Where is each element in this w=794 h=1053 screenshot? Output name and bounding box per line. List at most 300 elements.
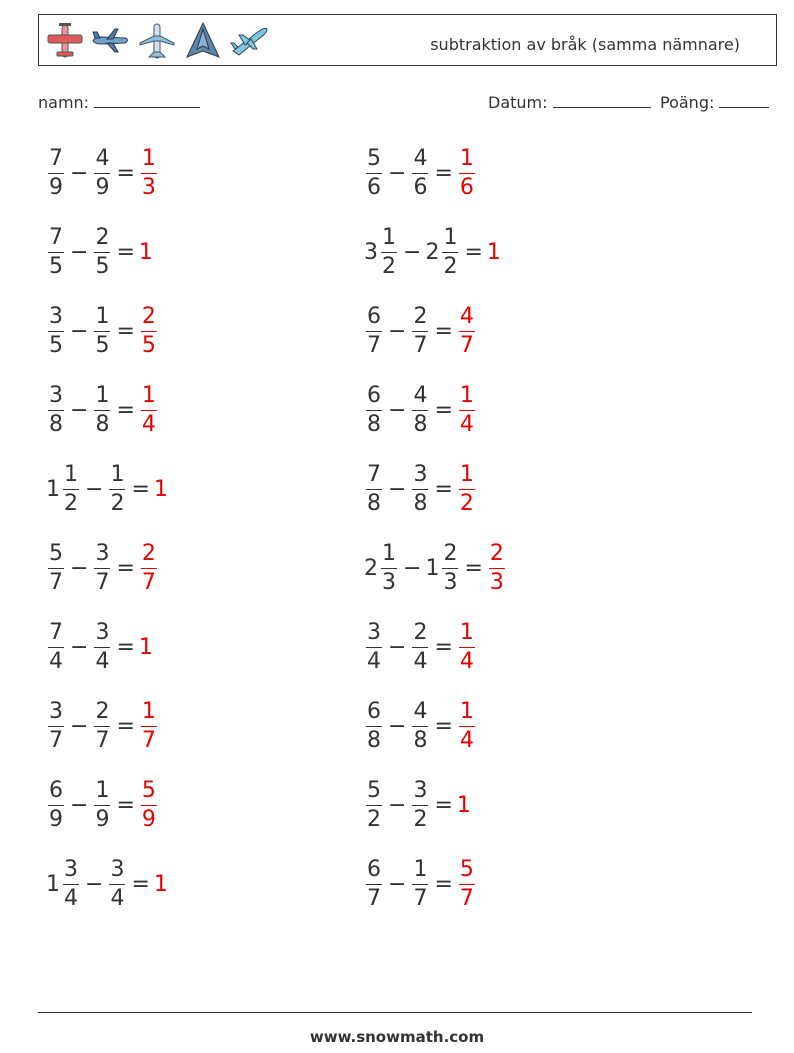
a-term — [364, 777, 384, 834]
numerator: 1 — [95, 382, 110, 408]
ans-term — [457, 303, 477, 360]
numerator: 1 — [459, 461, 474, 487]
denominator: 7 — [141, 727, 156, 753]
denominator: 4 — [110, 885, 125, 911]
whole-number: 1 — [138, 634, 153, 660]
date-field — [488, 93, 651, 112]
fraction — [459, 303, 475, 360]
whole-number: 1 — [486, 239, 501, 265]
numerator: 1 — [443, 224, 458, 250]
denominator: 7 — [413, 332, 428, 358]
whole-number: 1 — [153, 871, 168, 897]
fraction — [94, 698, 110, 755]
denominator: 8 — [95, 411, 110, 437]
numerator: 1 — [459, 382, 474, 408]
minus-sign: − — [85, 476, 104, 502]
numerator: 5 — [367, 777, 381, 803]
a-term — [364, 224, 399, 281]
denominator: 7 — [459, 885, 474, 911]
b-term — [410, 382, 430, 439]
numerator: 1 — [110, 461, 125, 487]
fraction — [412, 698, 428, 755]
fraction — [412, 461, 428, 518]
numerator: 3 — [110, 856, 125, 882]
denominator: 4 — [367, 648, 381, 674]
denominator: 8 — [413, 411, 428, 437]
a-term — [364, 382, 384, 439]
equals-sign: = — [116, 634, 135, 660]
a-term — [46, 145, 66, 202]
denominator: 9 — [49, 806, 63, 832]
equals-sign: = — [116, 239, 135, 265]
fraction — [48, 145, 64, 202]
denominator: 4 — [141, 411, 156, 437]
fraction — [381, 224, 397, 281]
problem-2 — [364, 143, 477, 203]
denominator: 2 — [443, 253, 458, 279]
a-term — [364, 698, 384, 755]
b-term — [410, 698, 430, 755]
a-term — [46, 698, 66, 755]
fraction — [366, 698, 382, 755]
numerator: 7 — [49, 224, 63, 250]
ans-term — [487, 240, 502, 265]
name-label: namn: — [38, 93, 90, 112]
fraction — [63, 461, 79, 518]
equals-sign: = — [116, 713, 135, 739]
minus-sign: − — [70, 160, 89, 186]
score-label: Poäng: — [660, 93, 715, 112]
minus-sign: − — [70, 634, 89, 660]
minus-sign: − — [70, 713, 89, 739]
minus-sign: − — [388, 792, 407, 818]
score-blank[interactable] — [719, 93, 769, 108]
whole-number: 2 — [425, 239, 440, 265]
ans-term — [139, 145, 159, 202]
denominator: 7 — [367, 332, 381, 358]
numerator: 3 — [367, 619, 381, 645]
numerator: 6 — [367, 382, 381, 408]
equals-sign: = — [131, 476, 150, 502]
equals-sign: = — [434, 792, 453, 818]
fraction — [459, 382, 475, 439]
denominator: 5 — [95, 332, 110, 358]
numerator: 3 — [95, 540, 110, 566]
fraction — [48, 619, 64, 676]
numerator: 5 — [49, 540, 63, 566]
numerator: 4 — [413, 145, 428, 171]
ans-term — [139, 698, 159, 755]
minus-sign: − — [403, 239, 422, 265]
problem-9 — [46, 459, 169, 519]
ans-term — [487, 540, 507, 597]
numerator: 2 — [95, 224, 110, 250]
numerator: 1 — [64, 461, 78, 487]
problem-7 — [46, 380, 159, 440]
a-term — [364, 461, 384, 518]
fraction — [366, 777, 382, 834]
fraction — [459, 145, 475, 202]
denominator: 5 — [49, 253, 63, 279]
red-propeller-plane-icon — [45, 21, 85, 61]
equals-sign: = — [434, 634, 453, 660]
b-term — [425, 224, 460, 281]
numerator: 3 — [49, 303, 63, 329]
numerator: 2 — [489, 540, 504, 566]
fraction — [48, 303, 64, 360]
equals-sign: = — [116, 318, 135, 344]
fraction — [141, 777, 157, 834]
denominator: 2 — [367, 806, 381, 832]
fraction — [48, 224, 64, 281]
b-term — [92, 303, 112, 360]
numerator: 3 — [49, 382, 63, 408]
a-term — [46, 540, 66, 597]
ans-term — [457, 619, 477, 676]
numerator: 5 — [367, 145, 381, 171]
problem-20 — [364, 854, 477, 914]
numerator: 1 — [95, 303, 110, 329]
a-term — [364, 619, 384, 676]
ans-term — [457, 698, 477, 755]
b-term — [410, 145, 430, 202]
denominator: 7 — [141, 569, 156, 595]
denominator: 2 — [413, 806, 428, 832]
fraction — [366, 145, 382, 202]
b-term — [425, 540, 460, 597]
equals-sign: = — [116, 397, 135, 423]
equals-sign: = — [434, 476, 453, 502]
fraction — [442, 540, 458, 597]
fraction — [48, 698, 64, 755]
minus-sign: − — [70, 318, 89, 344]
minus-sign: − — [388, 318, 407, 344]
a-term — [46, 461, 81, 518]
worksheet-header — [38, 14, 777, 66]
problem-16 — [364, 696, 477, 756]
fraction — [412, 856, 428, 913]
numerator: 5 — [141, 777, 156, 803]
denominator: 4 — [64, 885, 78, 911]
denominator: 3 — [443, 569, 458, 595]
ans-term — [457, 145, 477, 202]
numerator: 1 — [459, 619, 474, 645]
denominator: 5 — [49, 332, 63, 358]
whole-number: 1 — [425, 555, 440, 581]
fraction — [412, 145, 428, 202]
denominator: 2 — [110, 490, 125, 516]
denominator: 7 — [367, 885, 381, 911]
footer-url: www.snowmath.com — [309, 1028, 485, 1046]
equals-sign: = — [116, 792, 135, 818]
score-field — [660, 93, 769, 112]
equals-sign: = — [116, 555, 135, 581]
a-term — [364, 145, 384, 202]
denominator: 9 — [95, 174, 110, 200]
fraction — [459, 461, 475, 518]
a-term — [46, 382, 66, 439]
denominator: 7 — [49, 569, 63, 595]
problem-4 — [364, 222, 502, 282]
denominator: 5 — [141, 332, 156, 358]
fraction — [94, 382, 110, 439]
fraction — [412, 303, 428, 360]
minus-sign: − — [70, 555, 89, 581]
numerator: 7 — [49, 145, 63, 171]
ans-term — [457, 382, 477, 439]
b-term — [410, 461, 430, 518]
fraction — [141, 698, 157, 755]
denominator: 6 — [459, 174, 474, 200]
a-term — [46, 619, 66, 676]
denominator: 3 — [382, 569, 396, 595]
whole-number: 1 — [138, 239, 153, 265]
problem-13 — [46, 617, 154, 677]
denominator: 8 — [367, 490, 381, 516]
problem-19 — [46, 854, 169, 914]
denominator: 4 — [95, 648, 110, 674]
fraction — [459, 698, 475, 755]
denominator: 6 — [413, 174, 428, 200]
numerator: 3 — [95, 619, 110, 645]
fraction — [94, 303, 110, 360]
problem-17 — [46, 775, 159, 835]
passenger-plane-icon — [137, 21, 177, 61]
problem-14 — [364, 617, 477, 677]
problem-10 — [364, 459, 477, 519]
denominator: 8 — [49, 411, 63, 437]
date-blank[interactable] — [553, 93, 651, 108]
denominator: 6 — [367, 174, 381, 200]
fraction — [366, 382, 382, 439]
problem-6 — [364, 301, 477, 361]
problem-5 — [46, 301, 159, 361]
numerator: 6 — [367, 856, 381, 882]
numerator: 6 — [367, 303, 381, 329]
denominator: 4 — [459, 727, 474, 753]
denominator: 3 — [489, 569, 504, 595]
fraction — [412, 619, 428, 676]
ans-term — [139, 382, 159, 439]
a-term — [364, 303, 384, 360]
fraction — [94, 777, 110, 834]
whole-number: 1 — [456, 792, 471, 818]
minus-sign: − — [85, 871, 104, 897]
b-term — [410, 777, 430, 834]
minus-sign: − — [70, 397, 89, 423]
fraction — [381, 540, 397, 597]
numerator: 1 — [413, 856, 428, 882]
numerator: 1 — [95, 777, 110, 803]
numerator: 2 — [141, 303, 156, 329]
equals-sign: = — [131, 871, 150, 897]
header-icons — [45, 21, 269, 61]
problem-1 — [46, 143, 159, 203]
fraction — [442, 224, 458, 281]
numerator: 1 — [141, 698, 156, 724]
b-term — [410, 303, 430, 360]
numerator: 6 — [367, 698, 381, 724]
numerator: 4 — [413, 698, 428, 724]
numerator: 3 — [413, 777, 428, 803]
denominator: 8 — [367, 411, 381, 437]
numerator: 5 — [459, 856, 474, 882]
name-blank[interactable] — [94, 93, 200, 108]
denominator: 2 — [382, 253, 396, 279]
numerator: 3 — [64, 856, 78, 882]
b-term — [92, 698, 112, 755]
numerator: 3 — [49, 698, 63, 724]
fraction — [489, 540, 505, 597]
b-term — [92, 224, 112, 281]
numerator: 1 — [459, 145, 474, 171]
denominator: 7 — [95, 727, 110, 753]
numerator: 1 — [141, 382, 156, 408]
denominator: 9 — [49, 174, 63, 200]
fraction — [412, 777, 428, 834]
b-term — [92, 619, 112, 676]
fraction — [94, 145, 110, 202]
swept-wing-jet-icon — [229, 21, 269, 61]
numerator: 1 — [382, 224, 396, 250]
fraction — [366, 619, 382, 676]
ans-term — [154, 872, 169, 897]
a-term — [46, 303, 66, 360]
fraction — [459, 619, 475, 676]
b-term — [92, 777, 112, 834]
denominator: 4 — [413, 648, 428, 674]
numerator: 7 — [367, 461, 381, 487]
equals-sign: = — [434, 871, 453, 897]
fraction — [366, 303, 382, 360]
b-term — [107, 856, 127, 913]
minus-sign: − — [388, 160, 407, 186]
stealth-jet-icon — [183, 21, 223, 61]
ans-term — [457, 793, 472, 818]
denominator: 2 — [64, 490, 78, 516]
problem-15 — [46, 696, 159, 756]
fraction — [48, 777, 64, 834]
ans-term — [457, 856, 477, 913]
fraction — [141, 540, 157, 597]
footer-divider — [38, 1012, 752, 1013]
denominator: 8 — [413, 490, 428, 516]
fraction — [141, 303, 157, 360]
problem-11 — [46, 538, 159, 598]
fraction — [94, 540, 110, 597]
problem-8 — [364, 380, 477, 440]
denominator: 5 — [95, 253, 110, 279]
whole-number: 1 — [153, 476, 168, 502]
ans-term — [139, 540, 159, 597]
equals-sign: = — [434, 318, 453, 344]
numerator: 3 — [413, 461, 428, 487]
b-term — [92, 540, 112, 597]
numerator: 2 — [443, 540, 458, 566]
ans-term — [154, 477, 169, 502]
fraction — [109, 461, 125, 518]
minus-sign: − — [388, 397, 407, 423]
a-term — [46, 777, 66, 834]
numerator: 2 — [95, 698, 110, 724]
fraction — [366, 461, 382, 518]
denominator: 4 — [459, 648, 474, 674]
numerator: 2 — [413, 303, 428, 329]
a-term — [364, 856, 384, 913]
fraction — [48, 540, 64, 597]
minus-sign: − — [388, 476, 407, 502]
minus-sign: − — [388, 634, 407, 660]
fraction — [141, 145, 157, 202]
numerator: 4 — [459, 303, 474, 329]
denominator: 4 — [459, 411, 474, 437]
numerator: 6 — [49, 777, 63, 803]
fraction — [366, 856, 382, 913]
minus-sign: − — [388, 871, 407, 897]
whole-number: 3 — [364, 239, 378, 265]
whole-number: 2 — [364, 555, 378, 581]
numerator: 1 — [141, 145, 156, 171]
fraction — [94, 619, 110, 676]
fraction — [63, 856, 79, 913]
minus-sign: − — [388, 713, 407, 739]
denominator: 8 — [367, 727, 381, 753]
equals-sign: = — [464, 239, 483, 265]
ans-term — [139, 635, 154, 660]
date-label: Datum: — [488, 93, 548, 112]
minus-sign: − — [403, 555, 422, 581]
numerator: 4 — [95, 145, 110, 171]
denominator: 7 — [95, 569, 110, 595]
equals-sign: = — [434, 160, 453, 186]
whole-number: 1 — [46, 476, 60, 502]
fraction — [459, 856, 475, 913]
equals-sign: = — [434, 397, 453, 423]
denominator: 2 — [459, 490, 474, 516]
whole-number: 1 — [46, 871, 60, 897]
problem-12 — [364, 538, 507, 598]
denominator: 9 — [141, 806, 156, 832]
numerator: 4 — [413, 382, 428, 408]
denominator: 8 — [413, 727, 428, 753]
denominator: 7 — [413, 885, 428, 911]
jet-airliner-icon — [91, 21, 131, 61]
minus-sign: − — [70, 792, 89, 818]
problem-18 — [364, 775, 472, 835]
name-field — [38, 93, 200, 112]
worksheet-title: subtraktion av bråk (samma nämnare) — [430, 35, 740, 54]
minus-sign: − — [70, 239, 89, 265]
b-term — [92, 145, 112, 202]
a-term — [46, 224, 66, 281]
numerator: 1 — [459, 698, 474, 724]
b-term — [92, 382, 112, 439]
numerator: 2 — [413, 619, 428, 645]
denominator: 9 — [95, 806, 110, 832]
ans-term — [139, 303, 159, 360]
b-term — [107, 461, 127, 518]
fraction — [94, 224, 110, 281]
equals-sign: = — [116, 160, 135, 186]
denominator: 7 — [49, 727, 63, 753]
a-term — [364, 540, 399, 597]
ans-term — [139, 240, 154, 265]
fraction — [109, 856, 125, 913]
ans-term — [457, 461, 477, 518]
denominator: 3 — [141, 174, 156, 200]
b-term — [410, 856, 430, 913]
denominator: 7 — [459, 332, 474, 358]
